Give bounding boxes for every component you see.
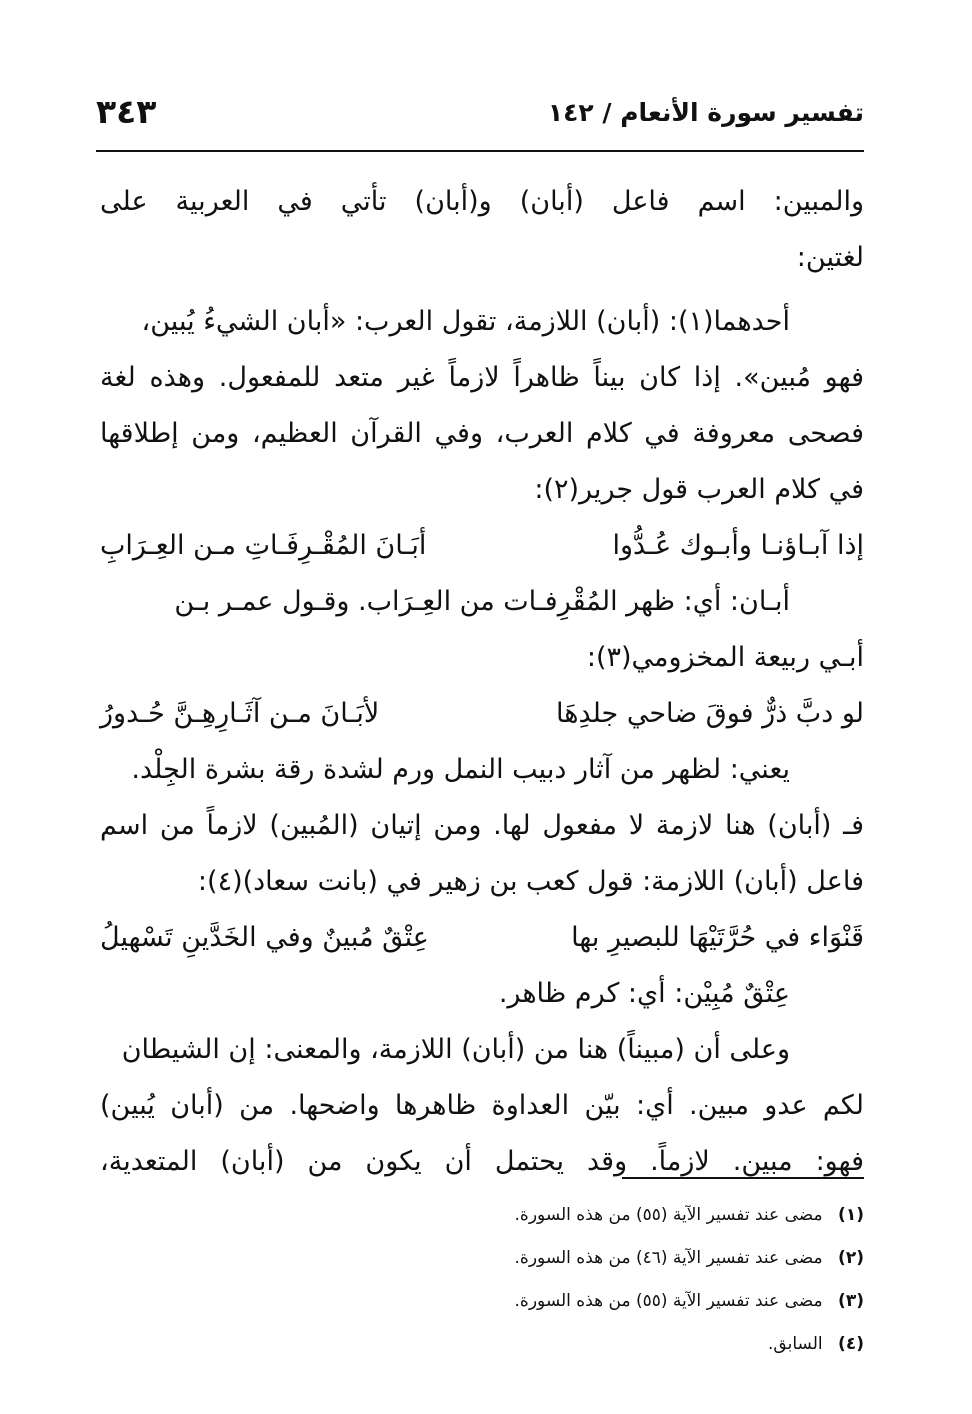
footnote-text: مضى عند تفسير الآية (٤٦) من هذه السورة.: [514, 1248, 823, 1268]
text-line: فـ (أبان) هنا لازمة لا مفعول لها. ومن إتيان (المُبين) لازماً من اسم: [100, 810, 864, 841]
footnote-text: السابق.: [768, 1334, 823, 1354]
text-line: فهو: مبين. لازماً. وقد يحتمل أن يكون من (أبان) المتعدية،: [100, 1146, 864, 1177]
poetry-verse: [100, 518, 864, 574]
body-text: [100, 174, 864, 1190]
text-line: أبـي ربيعة المخزومي(٣):: [586, 642, 864, 673]
poetry-verse: [100, 686, 864, 742]
verse-first-hemistich: إذا آبـاؤنـا وأبـوك عُـدُّوا: [612, 530, 864, 561]
footnote: [344, 1280, 864, 1323]
running-header: [96, 92, 864, 138]
footnotes: [344, 1194, 864, 1366]
footnote-number: (٤): [838, 1334, 864, 1354]
text-line: عِتْقٌ مُبِيْن: أي: كرم ظاهر.: [498, 978, 790, 1009]
text-line: يعني: لظهر من آثار دبيب النمل ورم لشدة رقة بشرة الجِلْد.: [131, 754, 790, 785]
header-divider: [96, 150, 864, 152]
verse-second-hemistich: لأبَـانَ مـن آثَـارِهِـنَّ حُـدورُ: [100, 698, 380, 729]
text-line: لكم عدو مبين. أي: بيّن العداوة ظاهرها واضحها. من (أبان يُبين): [100, 1090, 864, 1121]
footnote-divider: [622, 1177, 864, 1179]
footnote-number: (٣): [838, 1291, 864, 1311]
page-number: ٣٤٣: [96, 92, 157, 131]
footnote: [344, 1194, 864, 1237]
footnote: [344, 1237, 864, 1280]
text-line: فصحى معروفة في كلام العرب، وفي القرآن العظيم، ومن إطلاقها: [100, 418, 864, 449]
poetry-verse: [100, 910, 864, 966]
header-title: تفسير سورة الأنعام / ١٤٢: [547, 98, 864, 127]
verse-first-hemistich: قَنْوَاء في حُرَّتَيْهَا للبصيرِ بها: [571, 922, 864, 953]
text-line: في كلام العرب قول جرير(٢):: [534, 474, 864, 505]
footnote-number: (٢): [838, 1248, 864, 1268]
text-line: فهو مُبين». إذا كان بيناً ظاهراً لازماً غير متعد للمفعول. وهذه لغة: [100, 362, 864, 393]
footnote-number: (١): [838, 1205, 864, 1225]
text-line: والمبين: اسم فاعل (أبان) و(أبان) تأتي في العربية على: [100, 186, 864, 217]
text-line: لغتين:: [796, 242, 864, 273]
text-line: فاعل (أبان) اللازمة: قول كعب بن زهير في (بانت سعاد)(٤):: [197, 866, 864, 897]
verse-first-hemistich: لو دبَّ ذرٌّ فوقَ ضاحي جلدِهَا: [555, 698, 864, 729]
verse-second-hemistich: أبَـانَ المُقْـرِفَـاتِ مـن العِـرَابِ: [100, 530, 427, 561]
text-line: أحدهما(١): (أبان) اللازمة، تقول العرب: «أبان الشيءُ يُبين،: [141, 306, 790, 337]
footnote: [344, 1323, 864, 1366]
verse-second-hemistich: عِتْقٌ مُبينٌ وفي الخَدَّينِ تَسْهيلُ: [100, 922, 429, 953]
text-line: وعلى أن (مبيناً) هنا من (أبان) اللازمة، والمعنى: إن الشيطان: [121, 1034, 790, 1065]
text-line: أبـان: أي: ظهر المُقْرِفـات من العِـرَاب. وقـول عمـر بـن: [174, 586, 790, 617]
footnote-text: مضى عند تفسير الآية (٥٥) من هذه السورة.: [514, 1291, 823, 1311]
footnote-text: مضى عند تفسير الآية (٥٥) من هذه السورة.: [514, 1205, 823, 1225]
